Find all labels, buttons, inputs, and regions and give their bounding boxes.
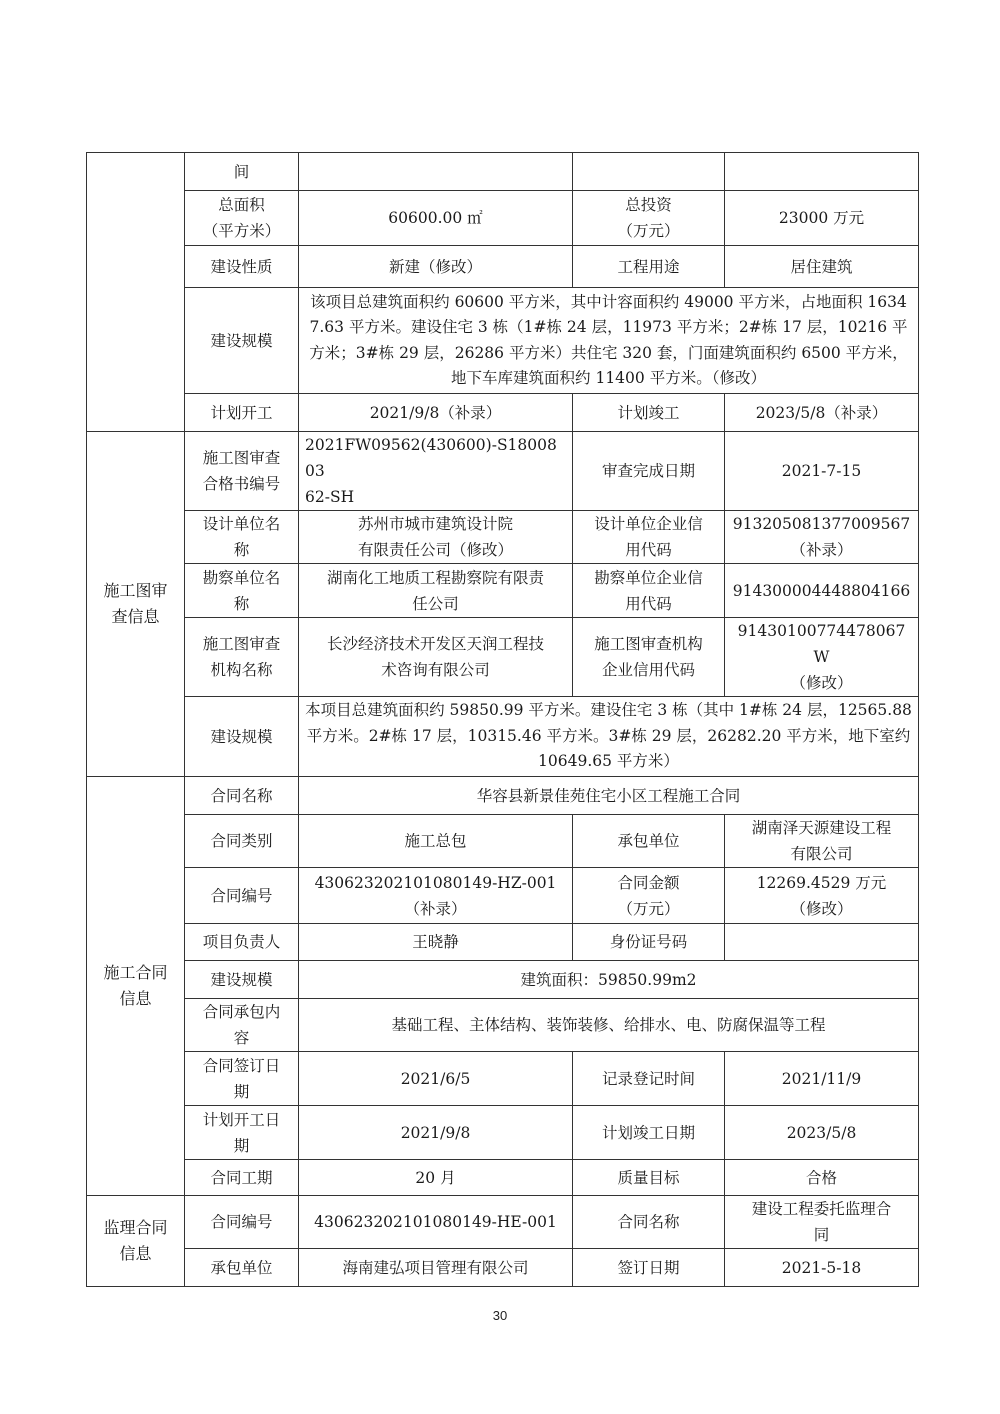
usage-value: 居住建筑: [725, 246, 919, 288]
contract-type-label: 合同类别: [185, 815, 299, 868]
nature-label: 建设性质: [185, 246, 299, 288]
sup-sign-date-label: 签订日期: [573, 1249, 725, 1287]
table-row: [87, 432, 919, 511]
design-unit-value: 苏州市城市建筑设计院 有限责任公司（修改）: [299, 511, 573, 564]
table-row: [87, 697, 919, 777]
contract-no-value: 430623202101080149-HZ-001 （补录）: [299, 868, 573, 924]
contract-amount-value: 12269.4529 万元 （修改）: [725, 868, 919, 924]
row-value: [725, 153, 919, 191]
row-label: 间: [185, 153, 299, 191]
plan-start-value: 2021/9/8（补录）: [299, 394, 573, 432]
row-value: [299, 153, 573, 191]
survey-unit-label: 勘察单位名 称: [185, 564, 299, 618]
period-value: 20 月: [299, 1160, 573, 1196]
table-row: [87, 564, 919, 618]
record-time-label: 记录登记时间: [573, 1052, 725, 1106]
contractor-label: 承包单位: [573, 815, 725, 868]
table-row: [87, 1160, 919, 1196]
sup-no-label: 合同编号: [185, 1196, 299, 1249]
table-row: [87, 153, 919, 191]
id-value: [725, 924, 919, 961]
sign-date-label: 合同签订日 期: [185, 1052, 299, 1106]
design-unit-label: 设计单位名 称: [185, 511, 299, 564]
supervision-section-label: 监理合同 信息: [87, 1196, 185, 1287]
table-row: [87, 394, 919, 432]
table-row: [87, 777, 919, 815]
table-row: [87, 511, 919, 564]
start-date-value: 2021/9/8: [299, 1106, 573, 1160]
manager-value: 王晓静: [299, 924, 573, 961]
total-investment-value: 23000 万元: [725, 191, 919, 246]
sup-contractor-label: 承包单位: [185, 1249, 299, 1287]
survey-credit-label: 勘察单位企业信 用代码: [573, 564, 725, 618]
survey-unit-value: 湖南化工地质工程勘察院有限责 任公司: [299, 564, 573, 618]
table-row: [87, 815, 919, 868]
survey-credit-value: 914300004448804166: [725, 564, 919, 618]
design-credit-label: 设计单位企业信 用代码: [573, 511, 725, 564]
review-scale-label: 建设规模: [185, 697, 299, 777]
contract-type-value: 施工总包: [299, 815, 573, 868]
agency-credit-label: 施工图审查机构 企业信用代码: [573, 618, 725, 697]
end-date-value: 2023/5/8: [725, 1106, 919, 1160]
review-section-label: 施工图审 查信息: [87, 432, 185, 777]
table-row: [87, 246, 919, 288]
total-area-value: 60600.00 ㎡: [299, 191, 573, 246]
agency-credit-value: 91430100774478067W （修改）: [725, 618, 919, 697]
plan-end-value: 2023/5/8（补录）: [725, 394, 919, 432]
table-row: [87, 924, 919, 961]
sup-no-value: 430623202101080149-HE-001: [299, 1196, 573, 1249]
table-row: [87, 1196, 919, 1249]
end-date-label: 计划竣工日期: [573, 1106, 725, 1160]
table-row: [87, 1249, 919, 1287]
contract-name-label: 合同名称: [185, 777, 299, 815]
done-date-label: 审查完成日期: [573, 432, 725, 511]
review-scale-value: 本项目总建筑面积约 59850.99 平方米。建设住宅 3 栋（其中 1#栋 24 层，12565.88 平方米。2#栋 17 层，10315.46 平方米。3#栋 29 层，26282.20 平方米，地下室约 10649.65 平方米）: [299, 697, 919, 777]
table-row: [87, 191, 919, 246]
total-area-label: 总面积 （平方米）: [185, 191, 299, 246]
cert-no-value: 2021FW09562(430600)-S1800803 62-SH: [299, 432, 573, 511]
start-date-label: 计划开工日 期: [185, 1106, 299, 1160]
plan-end-label: 计划竣工: [573, 394, 725, 432]
manager-label: 项目负责人: [185, 924, 299, 961]
contract-scale-label: 建设规模: [185, 961, 299, 999]
id-label: 身份证号码: [573, 924, 725, 961]
usage-label: 工程用途: [573, 246, 725, 288]
table-row: [87, 288, 919, 394]
contract-no-label: 合同编号: [185, 868, 299, 924]
table-row: [87, 1052, 919, 1106]
table-row: [87, 618, 919, 697]
agency-label: 施工图审查 机构名称: [185, 618, 299, 697]
sup-name-value: 建设工程委托监理合 同: [725, 1196, 919, 1249]
contract-section-label: 施工合同 信息: [87, 777, 185, 1196]
nature-value: 新建（修改）: [299, 246, 573, 288]
table-row: [87, 1106, 919, 1160]
quality-label: 质量目标: [573, 1160, 725, 1196]
scale-value: 该项目总建筑面积约 60600 平方米，其中计容面积约 49000 平方米，占地面积 16347.63 平方米。建设住宅 3 栋（1#栋 24 层，11973 平方米；2#栋 17 层，10216 平方米；3#栋 29 层，26286 平方米）共住宅 320 套，门面建筑面积约 6500 平方米，地下车库建筑面积约 11400 平方米。（修改）: [299, 288, 919, 394]
sup-sign-date-value: 2021-5-18: [725, 1249, 919, 1287]
contract-amount-label: 合同金额 （万元）: [573, 868, 725, 924]
period-label: 合同工期: [185, 1160, 299, 1196]
quality-value: 合格: [725, 1160, 919, 1196]
contract-scale-value: 建筑面积：59850.99m2: [299, 961, 919, 999]
scope-value: 基础工程、主体结构、装饰装修、给排水、电、防腐保温等工程: [299, 999, 919, 1052]
contract-name-value: 华容县新景佳苑住宅小区工程施工合同: [299, 777, 919, 815]
agency-value: 长沙经济技术开发区天润工程技 术咨询有限公司: [299, 618, 573, 697]
table-row: [87, 961, 919, 999]
plan-start-label: 计划开工: [185, 394, 299, 432]
total-investment-label: 总投资 （万元）: [573, 191, 725, 246]
project-info-table: [86, 152, 919, 1287]
sup-name-label: 合同名称: [573, 1196, 725, 1249]
scale-label: 建设规模: [185, 288, 299, 394]
design-credit-value: 913205081377009567 （补录）: [725, 511, 919, 564]
row-label: [573, 153, 725, 191]
page-number: 30: [492, 1308, 508, 1323]
project-section-cell: [87, 153, 185, 432]
table-row: [87, 868, 919, 924]
record-time-value: 2021/11/9: [725, 1052, 919, 1106]
done-date-value: 2021-7-15: [725, 432, 919, 511]
cert-no-label: 施工图审查 合格书编号: [185, 432, 299, 511]
table-row: [87, 999, 919, 1052]
contractor-value: 湖南泽天源建设工程 有限公司: [725, 815, 919, 868]
sup-contractor-value: 海南建弘项目管理有限公司: [299, 1249, 573, 1287]
scope-label: 合同承包内 容: [185, 999, 299, 1052]
sign-date-value: 2021/6/5: [299, 1052, 573, 1106]
